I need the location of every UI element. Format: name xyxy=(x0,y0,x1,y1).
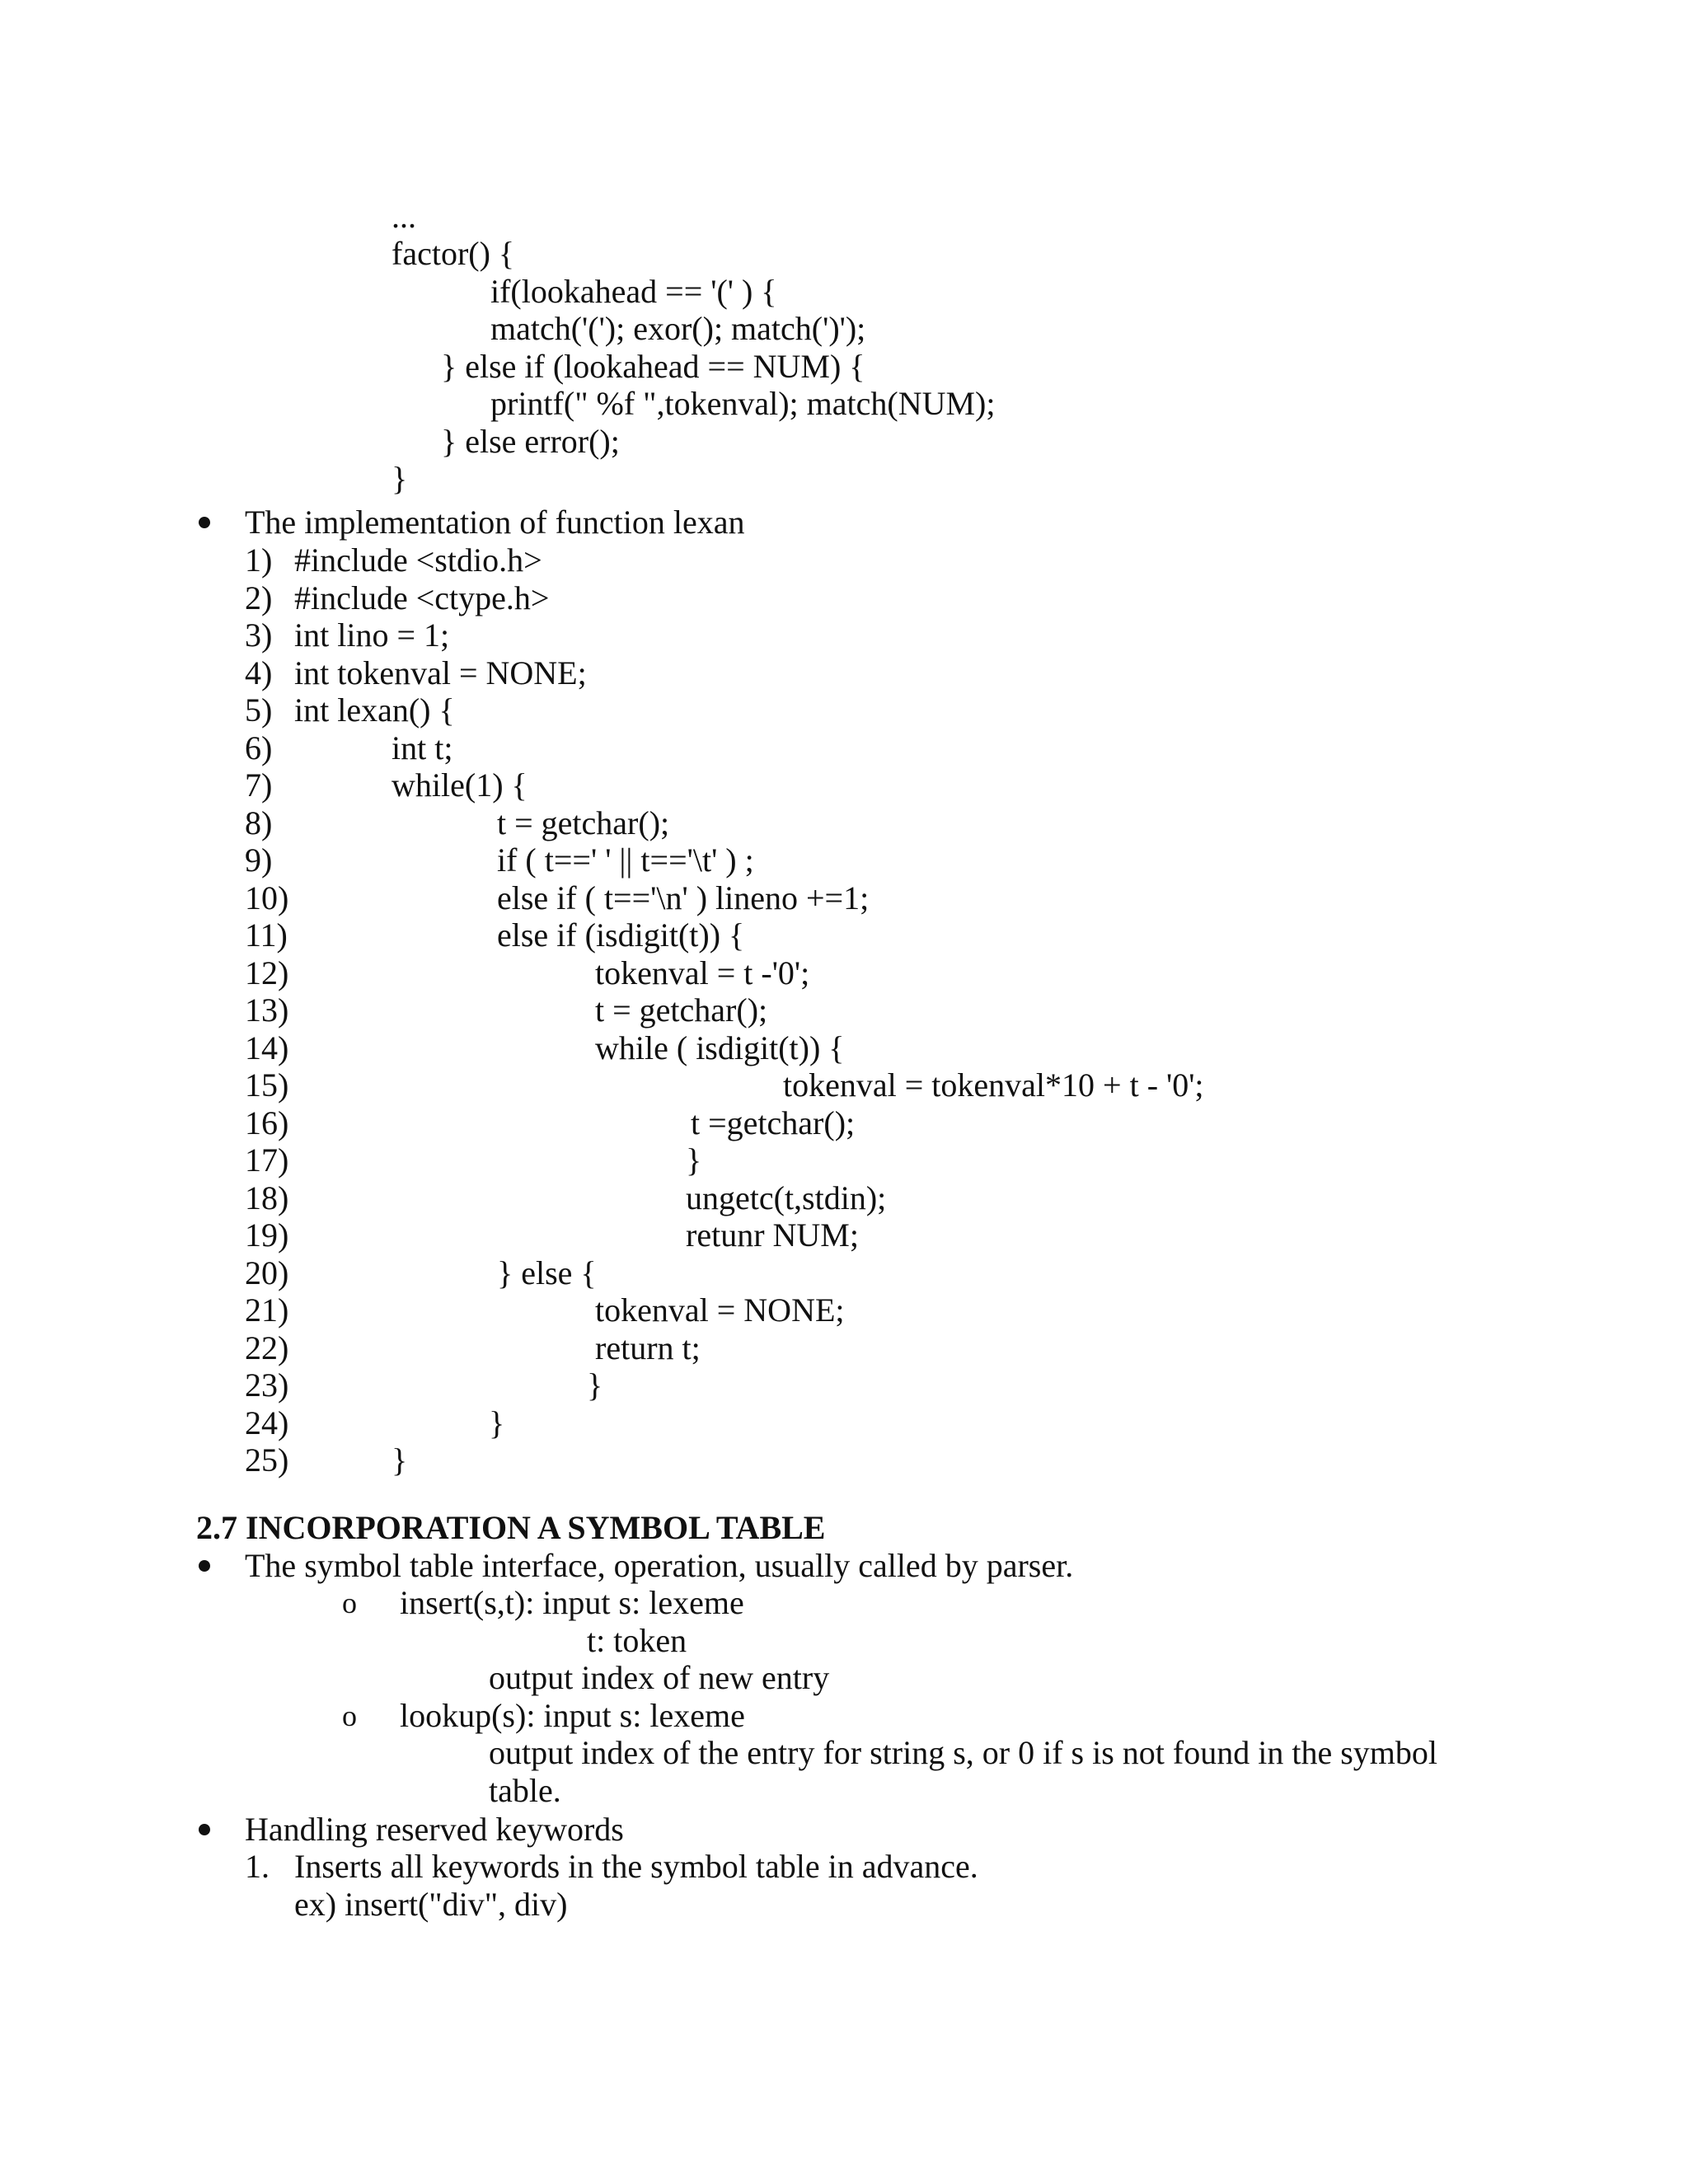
insert-output-text: output index of new entry xyxy=(489,1659,830,1696)
code-line: t = getchar(); xyxy=(497,804,670,841)
code-line: while(1) { xyxy=(392,766,528,804)
line-number: 2) xyxy=(245,579,273,616)
bullet-icon xyxy=(199,1560,210,1572)
line-number: 23) xyxy=(245,1366,289,1404)
code-line: tokenval = t -'0'; xyxy=(595,954,810,991)
code-line: } xyxy=(392,1441,408,1479)
reserved-item-number: 1. xyxy=(245,1848,270,1885)
line-number: 22) xyxy=(245,1329,289,1366)
reserved-item-text: Inserts all keywords in the symbol table in advance. xyxy=(294,1848,978,1885)
lookup-text: lookup(s): input s: lexeme xyxy=(400,1697,745,1734)
line-number: 18) xyxy=(245,1179,289,1216)
code-line: retunr NUM; xyxy=(686,1216,859,1254)
code-line: #include <stdio.h> xyxy=(294,541,542,579)
line-number: 20) xyxy=(245,1254,289,1291)
line-number: 10) xyxy=(245,879,289,916)
code-line: int lino = 1; xyxy=(294,616,450,654)
code-line: t = getchar(); xyxy=(595,991,768,1029)
insert-token-text: t: token xyxy=(587,1622,687,1659)
line-number: 16) xyxy=(245,1104,289,1141)
code-line: printf(" %f ",tokenval); match(NUM); xyxy=(490,385,996,422)
line-number: 3) xyxy=(245,616,273,654)
line-number: 24) xyxy=(245,1404,289,1441)
line-number: 21) xyxy=(245,1291,289,1329)
bullet-icon xyxy=(199,1824,210,1835)
section-heading: 2.7 INCORPORATION A SYMBOL TABLE xyxy=(196,1509,826,1546)
lookup-output-text: output index of the entry for string s, or 0 if s is not found in the symbol xyxy=(489,1734,1437,1771)
line-number: 9) xyxy=(245,841,273,879)
line-number: 11) xyxy=(245,916,288,954)
line-number: 14) xyxy=(245,1029,289,1066)
code-line: } else if (lookahead == NUM) { xyxy=(441,348,865,385)
code-line: } xyxy=(587,1366,603,1404)
symtab-intro-text: The symbol table interface, operation, usually called by parser. xyxy=(245,1547,1074,1584)
line-number: 12) xyxy=(245,954,289,991)
line-number: 25) xyxy=(245,1441,289,1479)
code-line: match('('); exor(); match(')'); xyxy=(490,310,866,347)
code-line: int tokenval = NONE; xyxy=(294,654,587,691)
code-line: if ( t==' ' || t=='\t' ) ; xyxy=(497,841,754,879)
line-number: 13) xyxy=(245,991,289,1029)
code-line: return t; xyxy=(595,1329,701,1366)
code-line: } else { xyxy=(497,1254,597,1291)
code-line: while ( isdigit(t)) { xyxy=(595,1029,845,1066)
insert-text: insert(s,t): input s: lexeme xyxy=(400,1584,744,1621)
line-number: 6) xyxy=(245,729,273,766)
lookup-output-text: table. xyxy=(489,1772,561,1809)
reserved-example-text: ex) insert("div", div) xyxy=(294,1886,568,1923)
lexan-intro-text: The implementation of function lexan xyxy=(245,504,745,541)
code-line: } xyxy=(489,1404,505,1441)
circle-bullet-icon: o xyxy=(342,1586,357,1619)
code-line: ungetc(t,stdin); xyxy=(686,1179,887,1216)
code-line: } xyxy=(686,1141,702,1179)
code-line: tokenval = NONE; xyxy=(595,1291,845,1329)
reserved-intro-text: Handling reserved keywords xyxy=(245,1811,624,1848)
ellipsis-line: ... xyxy=(392,198,416,235)
code-line: else if ( t=='\n' ) lineno +=1; xyxy=(497,879,870,916)
code-line: int t; xyxy=(392,729,453,766)
code-line: int lexan() { xyxy=(294,691,455,729)
code-line: } else error(); xyxy=(441,423,620,460)
line-number: 8) xyxy=(245,804,273,841)
code-line: if(lookahead == '(' ) { xyxy=(490,273,777,310)
line-number: 4) xyxy=(245,654,273,691)
line-number: 1) xyxy=(245,541,273,579)
line-number: 19) xyxy=(245,1216,289,1254)
code-line: #include <ctype.h> xyxy=(294,579,550,616)
code-line: factor() { xyxy=(392,235,515,272)
code-line: } xyxy=(392,460,408,497)
code-line: t =getchar(); xyxy=(691,1104,856,1141)
bullet-icon xyxy=(199,517,210,528)
code-line: else if (isdigit(t)) { xyxy=(497,916,745,954)
circle-bullet-icon: o xyxy=(342,1699,357,1732)
line-number: 5) xyxy=(245,691,273,729)
line-number: 7) xyxy=(245,766,273,804)
line-number: 15) xyxy=(245,1066,289,1104)
code-line: tokenval = tokenval*10 + t - '0'; xyxy=(783,1066,1204,1104)
line-number: 17) xyxy=(245,1141,289,1179)
